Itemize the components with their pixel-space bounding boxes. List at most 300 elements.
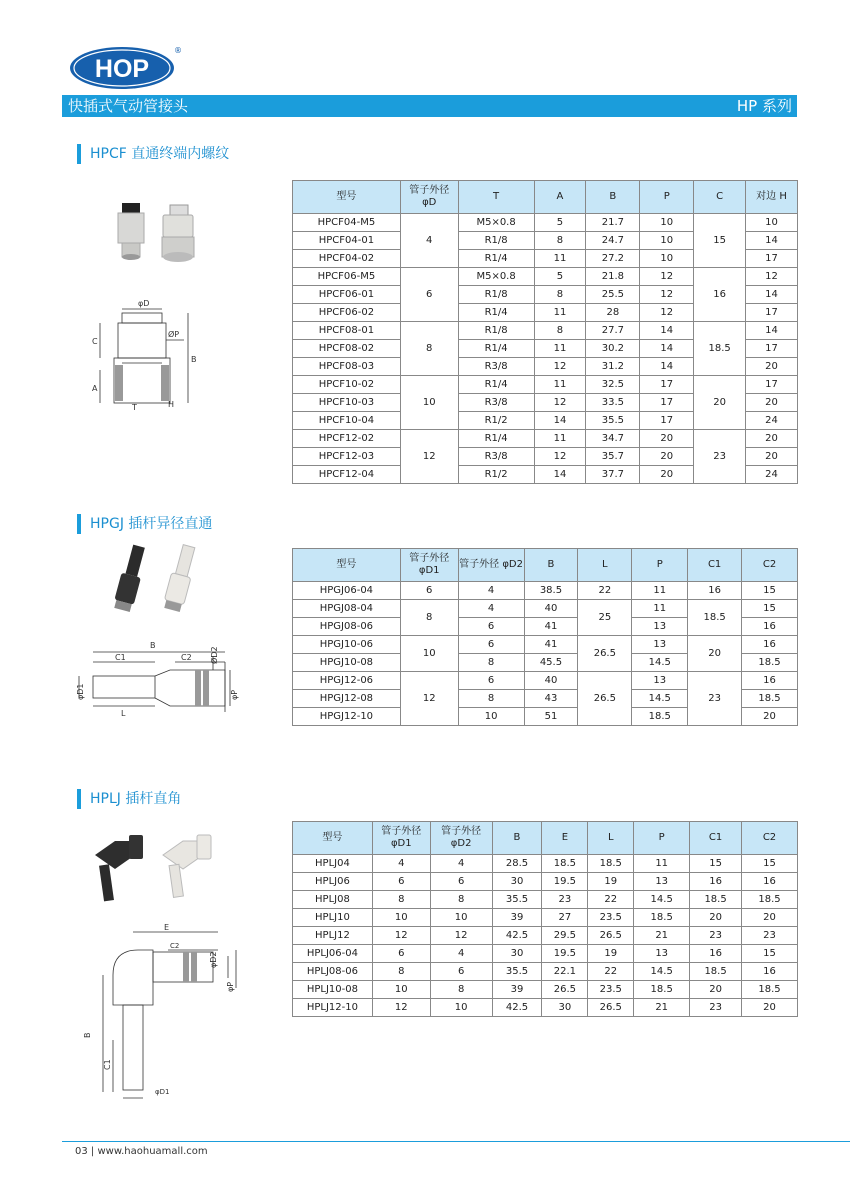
hpgj-label-c2: C2 bbox=[181, 653, 192, 662]
table-cell: 12 bbox=[372, 999, 430, 1017]
table-row bbox=[293, 981, 798, 999]
table-cell: 30.2 bbox=[586, 340, 640, 358]
table-cell: 8 bbox=[400, 600, 458, 636]
table-cell: 12 bbox=[640, 268, 694, 286]
table-cell: 4 bbox=[400, 214, 458, 268]
table-cell: HPCF06-01 bbox=[293, 286, 401, 304]
table-cell: 12 bbox=[372, 927, 430, 945]
table-cell: 23 bbox=[742, 927, 798, 945]
hpcf-dimension-drawing bbox=[80, 295, 210, 415]
table-cell: 18.5 bbox=[632, 708, 688, 726]
table-cell: 10 bbox=[458, 708, 524, 726]
table-cell: 21.8 bbox=[586, 268, 640, 286]
table-cell: HPLJ08 bbox=[293, 891, 373, 909]
table-cell: 40 bbox=[524, 600, 578, 618]
table-cell: 41 bbox=[524, 636, 578, 654]
table-cell: 18.5 bbox=[688, 600, 742, 636]
table-cell: 18.5 bbox=[742, 981, 798, 999]
table-cell: 14 bbox=[746, 286, 798, 304]
table-cell: HPLJ06 bbox=[293, 873, 373, 891]
table-cell: 18.5 bbox=[694, 322, 746, 376]
table-cell: HPLJ12-10 bbox=[293, 999, 373, 1017]
col-header: 管子外径 φD2 bbox=[430, 822, 492, 855]
table-row bbox=[293, 430, 798, 448]
table-cell: 15 bbox=[742, 855, 798, 873]
table-cell: 10 bbox=[640, 214, 694, 232]
table-cell: 6 bbox=[458, 636, 524, 654]
table-cell: 31.2 bbox=[586, 358, 640, 376]
table-cell: 10 bbox=[400, 376, 458, 430]
table-cell: 18.5 bbox=[742, 891, 798, 909]
table-cell: 6 bbox=[430, 873, 492, 891]
col-header: C bbox=[694, 181, 746, 214]
table-cell: 18.5 bbox=[690, 963, 742, 981]
table-cell: 33.5 bbox=[586, 394, 640, 412]
col-header: 管子外径 φD1 bbox=[372, 822, 430, 855]
hpgj-label-p: φP bbox=[230, 689, 239, 700]
table-cell: 34.7 bbox=[586, 430, 640, 448]
col-header: 管子外径 φD1 bbox=[400, 549, 458, 582]
hplj-label-p: φP bbox=[226, 981, 235, 992]
section-marker bbox=[77, 789, 81, 809]
table-cell: 14 bbox=[640, 322, 694, 340]
table-cell: 23.5 bbox=[588, 909, 634, 927]
table-cell: 11 bbox=[534, 304, 586, 322]
table-cell: 14 bbox=[534, 412, 586, 430]
table-cell: 11 bbox=[634, 855, 690, 873]
table-cell: HPGJ10-08 bbox=[293, 654, 401, 672]
col-header: L bbox=[578, 549, 632, 582]
table-cell: HPCF12-03 bbox=[293, 448, 401, 466]
table-cell: 18.5 bbox=[742, 690, 798, 708]
table-row bbox=[293, 376, 798, 394]
table-cell: 35.5 bbox=[492, 891, 542, 909]
table-row bbox=[293, 582, 798, 600]
table-cell: 23 bbox=[688, 672, 742, 726]
table-cell: 12 bbox=[640, 304, 694, 322]
table-cell: 30 bbox=[542, 999, 588, 1017]
table-cell: 20 bbox=[742, 999, 798, 1017]
table-cell: 10 bbox=[430, 909, 492, 927]
table-cell: 35.7 bbox=[586, 448, 640, 466]
hpgj-product-photo bbox=[100, 545, 210, 620]
footer bbox=[75, 1146, 208, 1157]
table-cell: 39 bbox=[492, 981, 542, 999]
table-cell: R1/8 bbox=[458, 286, 534, 304]
page-title: 快插式气动管接头 bbox=[68, 97, 189, 115]
table-row bbox=[293, 636, 798, 654]
table-cell: HPGJ12-10 bbox=[293, 708, 401, 726]
table-cell: HPGJ12-06 bbox=[293, 672, 401, 690]
series-label: HP 系列 bbox=[736, 97, 792, 115]
table-cell: HPCF04-02 bbox=[293, 250, 401, 268]
table-row bbox=[293, 891, 798, 909]
table-cell: HPCF08-01 bbox=[293, 322, 401, 340]
table-cell: 23.5 bbox=[588, 981, 634, 999]
table-cell: 6 bbox=[458, 618, 524, 636]
table-cell: 6 bbox=[400, 582, 458, 600]
table-cell: 13 bbox=[634, 945, 690, 963]
table-cell: 35.5 bbox=[492, 963, 542, 981]
table-cell: 16 bbox=[694, 268, 746, 322]
table-cell: 14.5 bbox=[634, 963, 690, 981]
table-cell: 20 bbox=[746, 448, 798, 466]
table-cell: 42.5 bbox=[492, 999, 542, 1017]
hpcf-label-a: A bbox=[92, 384, 98, 393]
hpgj-label-l: L bbox=[121, 709, 126, 718]
table-cell: HPGJ06-04 bbox=[293, 582, 401, 600]
table-cell: 39 bbox=[492, 909, 542, 927]
table-cell: R1/4 bbox=[458, 376, 534, 394]
table-cell: 24 bbox=[746, 466, 798, 484]
table-cell: 23 bbox=[690, 927, 742, 945]
table-cell: 20 bbox=[742, 909, 798, 927]
table-cell: 8 bbox=[458, 690, 524, 708]
section-title-hplj: HPLJ 插杆直角 bbox=[90, 791, 182, 807]
hpcf-label-t: T bbox=[132, 403, 137, 412]
table-cell: 17 bbox=[640, 412, 694, 430]
hpgj-dimension-drawing bbox=[75, 638, 245, 718]
table-cell: 5 bbox=[534, 268, 586, 286]
table-cell: 19.5 bbox=[542, 945, 588, 963]
table-cell: HPLJ06-04 bbox=[293, 945, 373, 963]
table-cell: 15 bbox=[694, 214, 746, 268]
table-cell: HPCF08-03 bbox=[293, 358, 401, 376]
table-cell: 13 bbox=[634, 873, 690, 891]
table-cell: 5 bbox=[534, 214, 586, 232]
table-cell: 20 bbox=[742, 708, 798, 726]
table-cell: HPCF08-02 bbox=[293, 340, 401, 358]
table-row bbox=[293, 999, 798, 1017]
table-cell: 10 bbox=[372, 909, 430, 927]
table-cell: 17 bbox=[746, 376, 798, 394]
table-cell: 22 bbox=[578, 582, 632, 600]
hpcf-label-p: ØP bbox=[168, 330, 180, 339]
table-cell: M5×0.8 bbox=[458, 268, 534, 286]
table-cell: HPLJ10 bbox=[293, 909, 373, 927]
table-cell: 26.5 bbox=[588, 927, 634, 945]
table-cell: 12 bbox=[534, 394, 586, 412]
table-cell: HPLJ04 bbox=[293, 855, 373, 873]
brand-logo bbox=[68, 42, 180, 92]
table-cell: 27.7 bbox=[586, 322, 640, 340]
table-cell: 19.5 bbox=[542, 873, 588, 891]
col-header: B bbox=[586, 181, 640, 214]
table-cell: 10 bbox=[372, 981, 430, 999]
table-cell: 28 bbox=[586, 304, 640, 322]
footer-separator: | bbox=[90, 1146, 98, 1157]
table-cell: 18.5 bbox=[542, 855, 588, 873]
table-cell: 11 bbox=[534, 430, 586, 448]
table-cell: 38.5 bbox=[524, 582, 578, 600]
table-cell: R3/8 bbox=[458, 448, 534, 466]
table-cell: HPCF10-03 bbox=[293, 394, 401, 412]
table-cell: HPCF12-02 bbox=[293, 430, 401, 448]
table-cell: 51 bbox=[524, 708, 578, 726]
col-header: P bbox=[632, 549, 688, 582]
table-cell: HPGJ10-06 bbox=[293, 636, 401, 654]
col-header: 管子外径 φD2 bbox=[458, 549, 524, 582]
table-cell: 10 bbox=[640, 232, 694, 250]
table-cell: 14 bbox=[746, 322, 798, 340]
table-cell: 23 bbox=[694, 430, 746, 484]
table-cell: 11 bbox=[534, 376, 586, 394]
table-cell: 22 bbox=[588, 891, 634, 909]
table-cell: 20 bbox=[694, 376, 746, 430]
table-cell: HPCF10-04 bbox=[293, 412, 401, 430]
table-cell: 4 bbox=[458, 600, 524, 618]
table-cell: 25 bbox=[578, 600, 632, 636]
table-cell: HPGJ08-06 bbox=[293, 618, 401, 636]
table-cell: 12 bbox=[534, 358, 586, 376]
table-cell: 8 bbox=[534, 322, 586, 340]
table-cell: 35.5 bbox=[586, 412, 640, 430]
table-cell: 43 bbox=[524, 690, 578, 708]
table-row bbox=[293, 945, 798, 963]
registered-mark: ® bbox=[174, 46, 182, 55]
table-cell: 29.5 bbox=[542, 927, 588, 945]
table-cell: 17 bbox=[640, 394, 694, 412]
table-row bbox=[293, 214, 798, 232]
col-header: B bbox=[492, 822, 542, 855]
table-cell: 12 bbox=[746, 268, 798, 286]
table-cell: 8 bbox=[430, 981, 492, 999]
hplj-dimension-drawing bbox=[78, 920, 248, 1100]
table-cell: 12 bbox=[400, 430, 458, 484]
table-cell: 19 bbox=[588, 873, 634, 891]
col-header: 对边 H bbox=[746, 181, 798, 214]
table-row bbox=[293, 909, 798, 927]
table-cell: HPCF06-02 bbox=[293, 304, 401, 322]
page-number: 03 bbox=[75, 1146, 88, 1157]
table-cell: 23 bbox=[542, 891, 588, 909]
table-cell: 21.7 bbox=[586, 214, 640, 232]
section-title-hpcf: HPCF 直通终端内螺纹 bbox=[90, 146, 230, 162]
col-header: P bbox=[640, 181, 694, 214]
table-cell: 21 bbox=[634, 927, 690, 945]
table-cell: 27.2 bbox=[586, 250, 640, 268]
table-cell: 15 bbox=[690, 855, 742, 873]
table-cell: HPLJ10-08 bbox=[293, 981, 373, 999]
table-cell: R1/4 bbox=[458, 430, 534, 448]
table-cell: 18.5 bbox=[634, 909, 690, 927]
section-marker bbox=[77, 144, 81, 164]
table-row bbox=[293, 873, 798, 891]
table-cell: 16 bbox=[690, 945, 742, 963]
table-cell: 42.5 bbox=[492, 927, 542, 945]
table-row bbox=[293, 268, 798, 286]
hpgj-label-d1: φD1 bbox=[76, 683, 85, 700]
table-cell: 24 bbox=[746, 412, 798, 430]
table-cell: 15 bbox=[742, 945, 798, 963]
table-cell: 6 bbox=[400, 268, 458, 322]
table-cell: 26.5 bbox=[578, 636, 632, 672]
col-header: C1 bbox=[688, 549, 742, 582]
table-cell: 37.7 bbox=[586, 466, 640, 484]
table-cell: 15 bbox=[742, 600, 798, 618]
table-cell: R1/4 bbox=[458, 304, 534, 322]
table-cell: HPCF04-01 bbox=[293, 232, 401, 250]
table-cell: 20 bbox=[746, 394, 798, 412]
table-cell: 40 bbox=[524, 672, 578, 690]
table-cell: HPLJ12 bbox=[293, 927, 373, 945]
hplj-label-c1: C1 bbox=[103, 1059, 112, 1070]
table-cell: HPGJ12-08 bbox=[293, 690, 401, 708]
table-cell: HPCF06-M5 bbox=[293, 268, 401, 286]
table-cell: 11 bbox=[534, 340, 586, 358]
table-cell: 17 bbox=[640, 376, 694, 394]
table-cell: 6 bbox=[458, 672, 524, 690]
table-cell: 30 bbox=[492, 945, 542, 963]
table-cell: 4 bbox=[430, 945, 492, 963]
table-cell: 17 bbox=[746, 340, 798, 358]
table-cell: 16 bbox=[742, 672, 798, 690]
logo-text: HOP bbox=[94, 55, 150, 83]
table-cell: 20 bbox=[746, 358, 798, 376]
table-cell: 8 bbox=[458, 654, 524, 672]
table-cell: 11 bbox=[632, 600, 688, 618]
table-cell: 14.5 bbox=[634, 891, 690, 909]
table-cell: 28.5 bbox=[492, 855, 542, 873]
table-row bbox=[293, 322, 798, 340]
table-cell: 12 bbox=[400, 672, 458, 726]
table-cell: 12 bbox=[640, 286, 694, 304]
table-cell: 22.1 bbox=[542, 963, 588, 981]
hplj-label-d2: φD2 bbox=[209, 951, 218, 968]
table-cell: 6 bbox=[372, 945, 430, 963]
table-cell: M5×0.8 bbox=[458, 214, 534, 232]
hpgj-label-d2: ØD2 bbox=[210, 646, 219, 664]
hplj-spec-table bbox=[292, 821, 798, 1017]
table-cell: 13 bbox=[632, 618, 688, 636]
table-cell: 10 bbox=[640, 250, 694, 268]
table-cell: 27 bbox=[542, 909, 588, 927]
table-cell: 26.5 bbox=[542, 981, 588, 999]
table-cell: R3/8 bbox=[458, 358, 534, 376]
table-row bbox=[293, 672, 798, 690]
table-cell: 21 bbox=[634, 999, 690, 1017]
table-cell: HPCF10-02 bbox=[293, 376, 401, 394]
table-cell: 18.5 bbox=[634, 981, 690, 999]
hplj-label-e: E bbox=[164, 923, 170, 932]
table-cell: 18.5 bbox=[742, 654, 798, 672]
hpcf-label-b: B bbox=[191, 355, 197, 364]
col-header: B bbox=[524, 549, 578, 582]
table-cell: 6 bbox=[430, 963, 492, 981]
table-cell: 13 bbox=[632, 672, 688, 690]
col-header: P bbox=[634, 822, 690, 855]
hpcf-label-d: φD bbox=[138, 299, 150, 308]
col-header: 管子外径 φD bbox=[400, 181, 458, 214]
table-cell: 12 bbox=[534, 448, 586, 466]
table-cell: 11 bbox=[534, 250, 586, 268]
footer-url[interactable]: www.haohuamall.com bbox=[97, 1146, 208, 1157]
table-cell: 14.5 bbox=[632, 654, 688, 672]
table-cell: R1/2 bbox=[458, 466, 534, 484]
table-cell: 16 bbox=[742, 963, 798, 981]
table-cell: 14 bbox=[534, 466, 586, 484]
table-cell: R1/8 bbox=[458, 232, 534, 250]
table-row bbox=[293, 855, 798, 873]
hpgj-spec-table bbox=[292, 548, 798, 726]
table-cell: 20 bbox=[640, 448, 694, 466]
table-cell: 30 bbox=[492, 873, 542, 891]
table-cell: 10 bbox=[430, 999, 492, 1017]
table-row bbox=[293, 927, 798, 945]
table-cell: 19 bbox=[588, 945, 634, 963]
table-cell: 18.5 bbox=[588, 855, 634, 873]
table-cell: HPGJ08-04 bbox=[293, 600, 401, 618]
table-cell: 14 bbox=[640, 358, 694, 376]
col-header: E bbox=[542, 822, 588, 855]
hplj-product-photo bbox=[85, 825, 215, 905]
table-cell: 4 bbox=[458, 582, 524, 600]
table-cell: 32.5 bbox=[586, 376, 640, 394]
table-cell: 8 bbox=[372, 963, 430, 981]
table-cell: 20 bbox=[640, 430, 694, 448]
col-header: C2 bbox=[742, 549, 798, 582]
col-header: C1 bbox=[690, 822, 742, 855]
table-cell: 45.5 bbox=[524, 654, 578, 672]
table-cell: 8 bbox=[430, 891, 492, 909]
table-cell: R3/8 bbox=[458, 394, 534, 412]
table-cell: 12 bbox=[430, 927, 492, 945]
col-header: C2 bbox=[742, 822, 798, 855]
table-cell: R1/4 bbox=[458, 340, 534, 358]
table-cell: 17 bbox=[746, 250, 798, 268]
col-header: A bbox=[534, 181, 586, 214]
col-header: 型号 bbox=[293, 549, 401, 582]
table-cell: 8 bbox=[400, 322, 458, 376]
hpcf-label-c: C bbox=[92, 337, 98, 346]
table-cell: 20 bbox=[640, 466, 694, 484]
table-cell: 8 bbox=[534, 232, 586, 250]
section-marker bbox=[77, 514, 81, 534]
table-cell: 16 bbox=[690, 873, 742, 891]
hpgj-label-b: B bbox=[150, 641, 156, 650]
table-cell: 18.5 bbox=[690, 891, 742, 909]
table-cell: 14.5 bbox=[632, 690, 688, 708]
table-cell: 17 bbox=[746, 304, 798, 322]
table-cell: 8 bbox=[372, 891, 430, 909]
table-cell: 14 bbox=[746, 232, 798, 250]
table-cell: 4 bbox=[372, 855, 430, 873]
col-header: 型号 bbox=[293, 822, 373, 855]
col-header: L bbox=[588, 822, 634, 855]
table-cell: 24.7 bbox=[586, 232, 640, 250]
col-header: T bbox=[458, 181, 534, 214]
table-cell: 13 bbox=[632, 636, 688, 654]
table-cell: 41 bbox=[524, 618, 578, 636]
table-cell: 16 bbox=[688, 582, 742, 600]
table-cell: HPCF12-04 bbox=[293, 466, 401, 484]
table-cell: 20 bbox=[690, 909, 742, 927]
hplj-label-c2: C2 bbox=[170, 942, 180, 950]
table-cell: 4 bbox=[430, 855, 492, 873]
table-cell: R1/4 bbox=[458, 250, 534, 268]
hplj-label-d1: φD1 bbox=[155, 1088, 170, 1096]
table-cell: 16 bbox=[742, 873, 798, 891]
table-cell: 16 bbox=[742, 636, 798, 654]
hpcf-product-photo bbox=[100, 195, 210, 270]
table-cell: 20 bbox=[688, 636, 742, 672]
footer-divider bbox=[62, 1141, 850, 1142]
table-cell: R1/2 bbox=[458, 412, 534, 430]
table-row bbox=[293, 600, 798, 618]
col-header: 型号 bbox=[293, 181, 401, 214]
table-cell: 10 bbox=[746, 214, 798, 232]
table-cell: 11 bbox=[632, 582, 688, 600]
